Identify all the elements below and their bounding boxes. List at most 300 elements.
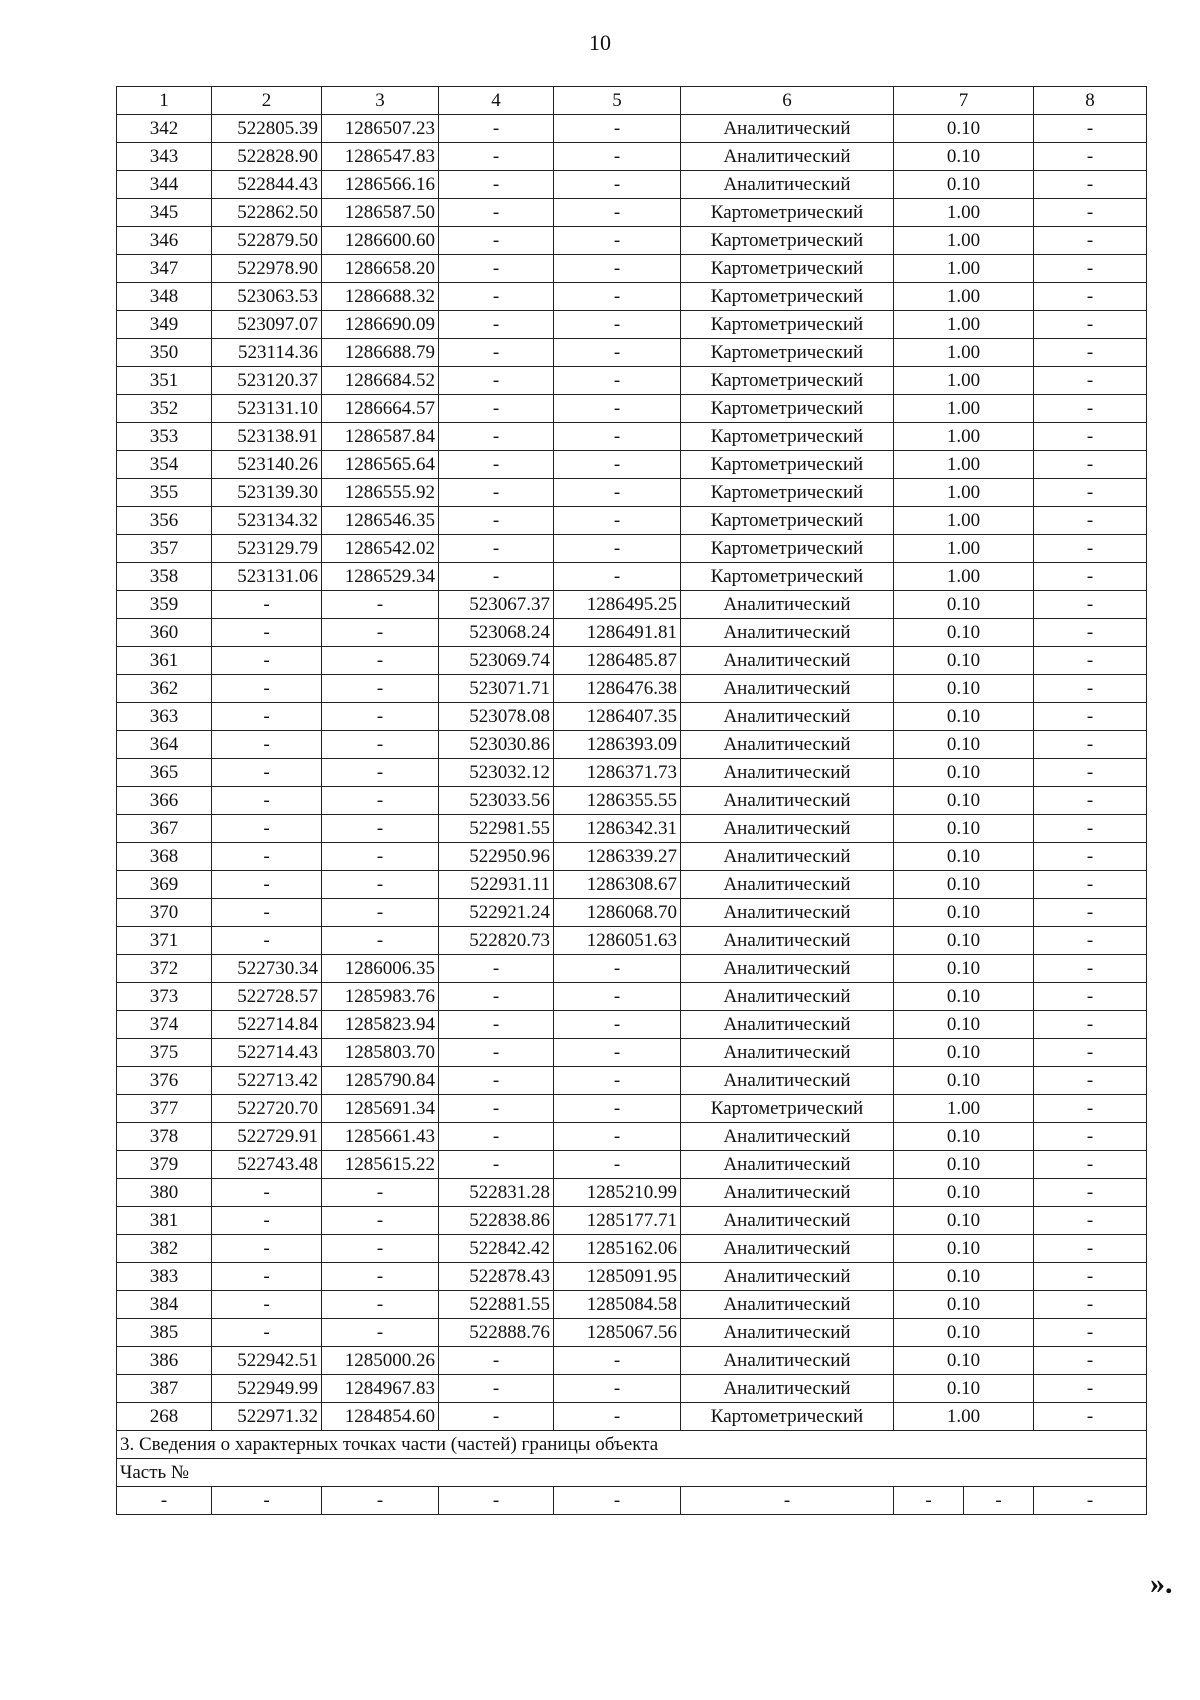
table-cell: 1.00: [894, 311, 1034, 339]
table-cell: Аналитический: [681, 619, 894, 647]
table-cell: 360: [117, 619, 212, 647]
table-cell: 350: [117, 339, 212, 367]
table-cell: 356: [117, 507, 212, 535]
table-cell: Аналитический: [681, 815, 894, 843]
table-cell: -: [1034, 1375, 1147, 1403]
table-cell: 522714.43: [212, 1039, 322, 1067]
table-cell: 0.10: [894, 843, 1034, 871]
table-cell: -: [964, 1487, 1034, 1515]
table-cell: Аналитический: [681, 1207, 894, 1235]
table-cell: Аналитический: [681, 759, 894, 787]
table-row: [117, 927, 1147, 955]
table-cell: 522844.43: [212, 171, 322, 199]
table-cell: 1285983.76: [322, 983, 439, 1011]
table-cell: -: [1034, 1319, 1147, 1347]
table-cell: -: [439, 1095, 554, 1123]
table-cell: Аналитический: [681, 1179, 894, 1207]
table-row: [117, 675, 1147, 703]
table-cell: 1286495.25: [554, 591, 681, 619]
table-cell: -: [322, 1319, 439, 1347]
table-row: [117, 367, 1147, 395]
table-cell: -: [1034, 815, 1147, 843]
table-cell: -: [1034, 479, 1147, 507]
table-cell: -: [1034, 927, 1147, 955]
table-row: [117, 1375, 1147, 1403]
table-cell: -: [554, 255, 681, 283]
table-cell: -: [1034, 983, 1147, 1011]
table-cell: -: [439, 1123, 554, 1151]
table-cell: -: [1034, 1151, 1147, 1179]
table-cell: -: [439, 143, 554, 171]
table-cell: 1286688.79: [322, 339, 439, 367]
table-cell: -: [322, 843, 439, 871]
table-cell: 522878.43: [439, 1263, 554, 1291]
table-cell: 1286476.38: [554, 675, 681, 703]
table-cell: 381: [117, 1207, 212, 1235]
table-cell: 366: [117, 787, 212, 815]
table-cell: -: [212, 815, 322, 843]
table-cell: -: [1034, 199, 1147, 227]
table-cell: 343: [117, 143, 212, 171]
table-cell: Картометрический: [681, 339, 894, 367]
table-cell: 1286393.09: [554, 731, 681, 759]
table-cell: 380: [117, 1179, 212, 1207]
table-cell: Аналитический: [681, 843, 894, 871]
table-cell: 522820.73: [439, 927, 554, 955]
table-cell: Картометрический: [681, 1403, 894, 1431]
table-cell: 1.00: [894, 367, 1034, 395]
table-row: [117, 395, 1147, 423]
table-row: [117, 899, 1147, 927]
table-cell: 342: [117, 115, 212, 143]
table-cell: -: [1034, 647, 1147, 675]
table-cell: 1286565.64: [322, 451, 439, 479]
table-cell: -: [1034, 1011, 1147, 1039]
table-cell: 1286407.35: [554, 703, 681, 731]
table-row: [117, 983, 1147, 1011]
table-cell: -: [322, 675, 439, 703]
table-cell: Аналитический: [681, 591, 894, 619]
table-cell: 523030.86: [439, 731, 554, 759]
table-row: [117, 339, 1147, 367]
table-cell: -: [439, 563, 554, 591]
table-cell: 365: [117, 759, 212, 787]
table-cell: -: [554, 1095, 681, 1123]
table-cell: 522888.76: [439, 1319, 554, 1347]
table-cell: 1.00: [894, 395, 1034, 423]
table-cell: 522921.24: [439, 899, 554, 927]
table-cell: 386: [117, 1347, 212, 1375]
table-cell: 1285691.34: [322, 1095, 439, 1123]
table-row: [117, 1039, 1147, 1067]
table-row: [117, 1179, 1147, 1207]
table-cell: Картометрический: [681, 563, 894, 591]
table-cell: -: [212, 1235, 322, 1263]
table-cell: 349: [117, 311, 212, 339]
table-cell: Картометрический: [681, 283, 894, 311]
table-cell: 0.10: [894, 871, 1034, 899]
table-cell: 1.00: [894, 283, 1034, 311]
table-row: [117, 143, 1147, 171]
table-cell: -: [554, 1403, 681, 1431]
table-cell: -: [1034, 451, 1147, 479]
table-cell: -: [1034, 563, 1147, 591]
table-cell: 1286068.70: [554, 899, 681, 927]
table-cell: -: [554, 115, 681, 143]
table-row: [117, 199, 1147, 227]
table-cell: 1285790.84: [322, 1067, 439, 1095]
table-cell: 0.10: [894, 927, 1034, 955]
table-cell: -: [439, 1039, 554, 1067]
table-row: [117, 423, 1147, 451]
table-cell: -: [1034, 367, 1147, 395]
table-cell: -: [554, 451, 681, 479]
table-cell: -: [894, 1487, 964, 1515]
table-cell: -: [1034, 1067, 1147, 1095]
table-row: [117, 1207, 1147, 1235]
table-cell: 1286688.32: [322, 283, 439, 311]
table-cell: -: [1034, 1179, 1147, 1207]
table-cell: -: [439, 983, 554, 1011]
table-cell: 1286566.16: [322, 171, 439, 199]
table-cell: 0.10: [894, 1179, 1034, 1207]
table-cell: -: [554, 367, 681, 395]
table-cell: 362: [117, 675, 212, 703]
table-cell: 1.00: [894, 1095, 1034, 1123]
table-cell: 523078.08: [439, 703, 554, 731]
table-cell: 1286690.09: [322, 311, 439, 339]
table-cell: 0.10: [894, 591, 1034, 619]
table-cell: Аналитический: [681, 871, 894, 899]
table-cell: -: [554, 423, 681, 451]
table-cell: 371: [117, 927, 212, 955]
table-cell: 379: [117, 1151, 212, 1179]
table-cell: 1.00: [894, 227, 1034, 255]
table-cell: 370: [117, 899, 212, 927]
table-cell: -: [322, 1487, 439, 1515]
table-cell: 1.00: [894, 255, 1034, 283]
table-cell: 522981.55: [439, 815, 554, 843]
table-row: [117, 591, 1147, 619]
table-cell: -: [554, 1375, 681, 1403]
table-cell: -: [439, 535, 554, 563]
table-cell: 1286006.35: [322, 955, 439, 983]
table-cell: 0.10: [894, 675, 1034, 703]
table-cell: -: [554, 1067, 681, 1095]
table-cell: -: [212, 619, 322, 647]
table-cell: 1285000.26: [322, 1347, 439, 1375]
table-cell: Аналитический: [681, 703, 894, 731]
table-cell: 522931.11: [439, 871, 554, 899]
table-row: [117, 703, 1147, 731]
table-cell: Картометрический: [681, 395, 894, 423]
table-cell: 1286339.27: [554, 843, 681, 871]
table-cell: 1285803.70: [322, 1039, 439, 1067]
table-cell: -: [212, 1207, 322, 1235]
table-cell: 1286051.63: [554, 927, 681, 955]
table-cell: 0.10: [894, 1011, 1034, 1039]
table-cell: -: [554, 339, 681, 367]
table-cell: -: [1034, 143, 1147, 171]
table-cell: 0.10: [894, 1207, 1034, 1235]
table-cell: 363: [117, 703, 212, 731]
table-cell: -: [1034, 955, 1147, 983]
table-cell: Аналитический: [681, 1011, 894, 1039]
table-row: [117, 1319, 1147, 1347]
table-cell: -: [322, 871, 439, 899]
table-cell: 522881.55: [439, 1291, 554, 1319]
table-row: [117, 283, 1147, 311]
table-cell: 1.00: [894, 535, 1034, 563]
table-cell: -: [554, 1347, 681, 1375]
table-cell: 1285615.22: [322, 1151, 439, 1179]
table-cell: 376: [117, 1067, 212, 1095]
table-cell: 353: [117, 423, 212, 451]
table-cell: 1285067.56: [554, 1319, 681, 1347]
table-cell: 522942.51: [212, 1347, 322, 1375]
table-cell: -: [439, 199, 554, 227]
table-cell: Картометрический: [681, 479, 894, 507]
table-cell: Картометрический: [681, 255, 894, 283]
table-row: [117, 1235, 1147, 1263]
table-cell: -: [322, 591, 439, 619]
table-cell: -: [439, 227, 554, 255]
table-cell: -: [554, 1011, 681, 1039]
empty-part-row: [117, 1487, 1147, 1515]
table-cell: Аналитический: [681, 955, 894, 983]
table-cell: -: [212, 675, 322, 703]
table-cell: 0.10: [894, 731, 1034, 759]
table-cell: 0.10: [894, 1347, 1034, 1375]
table-cell: 0.10: [894, 619, 1034, 647]
table-cell: 523138.91: [212, 423, 322, 451]
table-cell: 375: [117, 1039, 212, 1067]
table-cell: -: [439, 1487, 554, 1515]
table-cell: -: [1034, 339, 1147, 367]
table-cell: 0.10: [894, 143, 1034, 171]
table-cell: 1285661.43: [322, 1123, 439, 1151]
column-number-header: 7: [894, 87, 1034, 115]
table-cell: 358: [117, 563, 212, 591]
table-cell: 522743.48: [212, 1151, 322, 1179]
table-cell: 1286546.35: [322, 507, 439, 535]
table-cell: Аналитический: [681, 899, 894, 927]
table-cell: -: [1034, 227, 1147, 255]
table-row: [117, 1011, 1147, 1039]
table-cell: 522971.32: [212, 1403, 322, 1431]
table-cell: 373: [117, 983, 212, 1011]
table-cell: 378: [117, 1123, 212, 1151]
table-cell: Аналитический: [681, 1263, 894, 1291]
table-cell: 522949.99: [212, 1375, 322, 1403]
table-cell: -: [212, 703, 322, 731]
table-cell: -: [439, 311, 554, 339]
table-cell: -: [212, 899, 322, 927]
table-cell: -: [322, 1291, 439, 1319]
table-row: [117, 731, 1147, 759]
table-cell: Картометрический: [681, 1095, 894, 1123]
table-cell: -: [439, 1403, 554, 1431]
table-cell: -: [1034, 1291, 1147, 1319]
table-cell: 1.00: [894, 507, 1034, 535]
table-cell: 1286355.55: [554, 787, 681, 815]
table-row: [117, 1263, 1147, 1291]
table-cell: 1286664.57: [322, 395, 439, 423]
table-cell: 383: [117, 1263, 212, 1291]
table-cell: Аналитический: [681, 171, 894, 199]
table-cell: 1286587.84: [322, 423, 439, 451]
table-cell: -: [1034, 1207, 1147, 1235]
table-cell: -: [212, 787, 322, 815]
table-cell: -: [1034, 1263, 1147, 1291]
table-cell: Картометрический: [681, 227, 894, 255]
table-cell: 522729.91: [212, 1123, 322, 1151]
table-cell: -: [1034, 115, 1147, 143]
table-cell: -: [554, 955, 681, 983]
table-cell: Картометрический: [681, 507, 894, 535]
table-cell: 0.10: [894, 115, 1034, 143]
table-cell: Аналитический: [681, 115, 894, 143]
table-cell: 364: [117, 731, 212, 759]
table-cell: -: [554, 479, 681, 507]
closing-quote-mark: ».: [1150, 1567, 1173, 1600]
table-cell: 1286542.02: [322, 535, 439, 563]
table-cell: 1285177.71: [554, 1207, 681, 1235]
column-number-header: 6: [681, 87, 894, 115]
part-number-row: [117, 1459, 1147, 1487]
table-cell: -: [439, 255, 554, 283]
table-cell: 0.10: [894, 1123, 1034, 1151]
table-cell: 522713.42: [212, 1067, 322, 1095]
table-cell: Аналитический: [681, 731, 894, 759]
table-row: [117, 115, 1147, 143]
table-cell: 355: [117, 479, 212, 507]
table-cell: 369: [117, 871, 212, 899]
table-cell: 523131.06: [212, 563, 322, 591]
table-cell: 0.10: [894, 647, 1034, 675]
table-cell: Картометрический: [681, 535, 894, 563]
table-cell: -: [439, 367, 554, 395]
column-number-header: 3: [322, 87, 439, 115]
table-cell: 354: [117, 451, 212, 479]
table-cell: 357: [117, 535, 212, 563]
table-cell: -: [1034, 675, 1147, 703]
column-number-header: 4: [439, 87, 554, 115]
table-cell: Аналитический: [681, 675, 894, 703]
table-cell: 523120.37: [212, 367, 322, 395]
table-cell: -: [1034, 1039, 1147, 1067]
table-cell: 1284854.60: [322, 1403, 439, 1431]
table-cell: -: [322, 899, 439, 927]
table-row: [117, 535, 1147, 563]
table-cell: Аналитический: [681, 1347, 894, 1375]
table-cell: -: [439, 1347, 554, 1375]
table-cell: -: [439, 451, 554, 479]
table-cell: 1286342.31: [554, 815, 681, 843]
table-cell: 522950.96: [439, 843, 554, 871]
table-cell: -: [1034, 1487, 1147, 1515]
table-cell: 523139.30: [212, 479, 322, 507]
table-cell: 1285091.95: [554, 1263, 681, 1291]
table-cell: 523033.56: [439, 787, 554, 815]
table-cell: -: [439, 507, 554, 535]
table-cell: 523114.36: [212, 339, 322, 367]
table-cell: -: [554, 507, 681, 535]
table-cell: Картометрический: [681, 199, 894, 227]
table-cell: 1286555.92: [322, 479, 439, 507]
table-row: [117, 451, 1147, 479]
table-cell: -: [554, 283, 681, 311]
table-cell: Аналитический: [681, 983, 894, 1011]
table-cell: Аналитический: [681, 787, 894, 815]
table-row: [117, 227, 1147, 255]
table-cell: 1286547.83: [322, 143, 439, 171]
table-cell: 522842.42: [439, 1235, 554, 1263]
table-cell: 1.00: [894, 1403, 1034, 1431]
table-row: [117, 507, 1147, 535]
table-cell: Аналитический: [681, 1039, 894, 1067]
table-cell: 0.10: [894, 815, 1034, 843]
table-cell: Картометрический: [681, 423, 894, 451]
table-cell: 1286658.20: [322, 255, 439, 283]
table-cell: -: [1034, 591, 1147, 619]
table-cell: 523140.26: [212, 451, 322, 479]
table-cell: -: [322, 787, 439, 815]
table-cell: -: [1034, 423, 1147, 451]
table-row: [117, 647, 1147, 675]
table-cell: -: [554, 983, 681, 1011]
table-cell: 384: [117, 1291, 212, 1319]
table-row: [117, 1403, 1147, 1431]
table-cell: -: [439, 339, 554, 367]
table-cell: -: [322, 731, 439, 759]
table-cell: 344: [117, 171, 212, 199]
table-cell: Аналитический: [681, 1067, 894, 1095]
table-cell: 368: [117, 843, 212, 871]
table-cell: 523063.53: [212, 283, 322, 311]
table-cell: Аналитический: [681, 1151, 894, 1179]
table-cell: 523129.79: [212, 535, 322, 563]
section-title: 3. Сведения о характерных точках части (частей) границы объекта: [117, 1431, 1147, 1459]
table-cell: -: [1034, 171, 1147, 199]
table-cell: -: [322, 1235, 439, 1263]
table-cell: 0.10: [894, 955, 1034, 983]
table-cell: -: [117, 1487, 212, 1515]
table-cell: -: [1034, 703, 1147, 731]
table-cell: -: [1034, 1095, 1147, 1123]
table-header-row: [117, 87, 1147, 115]
table-cell: 1286491.81: [554, 619, 681, 647]
table-cell: 345: [117, 199, 212, 227]
table-cell: -: [1034, 255, 1147, 283]
table-cell: -: [322, 1263, 439, 1291]
table-cell: 522838.86: [439, 1207, 554, 1235]
table-cell: -: [212, 1179, 322, 1207]
part-number-label: Часть №: [117, 1459, 1147, 1487]
table-row: [117, 619, 1147, 647]
table-cell: -: [554, 143, 681, 171]
table-cell: -: [212, 647, 322, 675]
table-cell: 1285210.99: [554, 1179, 681, 1207]
table-row: [117, 1347, 1147, 1375]
table-cell: -: [1034, 507, 1147, 535]
table-cell: -: [681, 1487, 894, 1515]
table-cell: -: [212, 1291, 322, 1319]
table-cell: 1.00: [894, 199, 1034, 227]
table-cell: 0.10: [894, 899, 1034, 927]
table-cell: 0.10: [894, 171, 1034, 199]
table-cell: 1286587.50: [322, 199, 439, 227]
